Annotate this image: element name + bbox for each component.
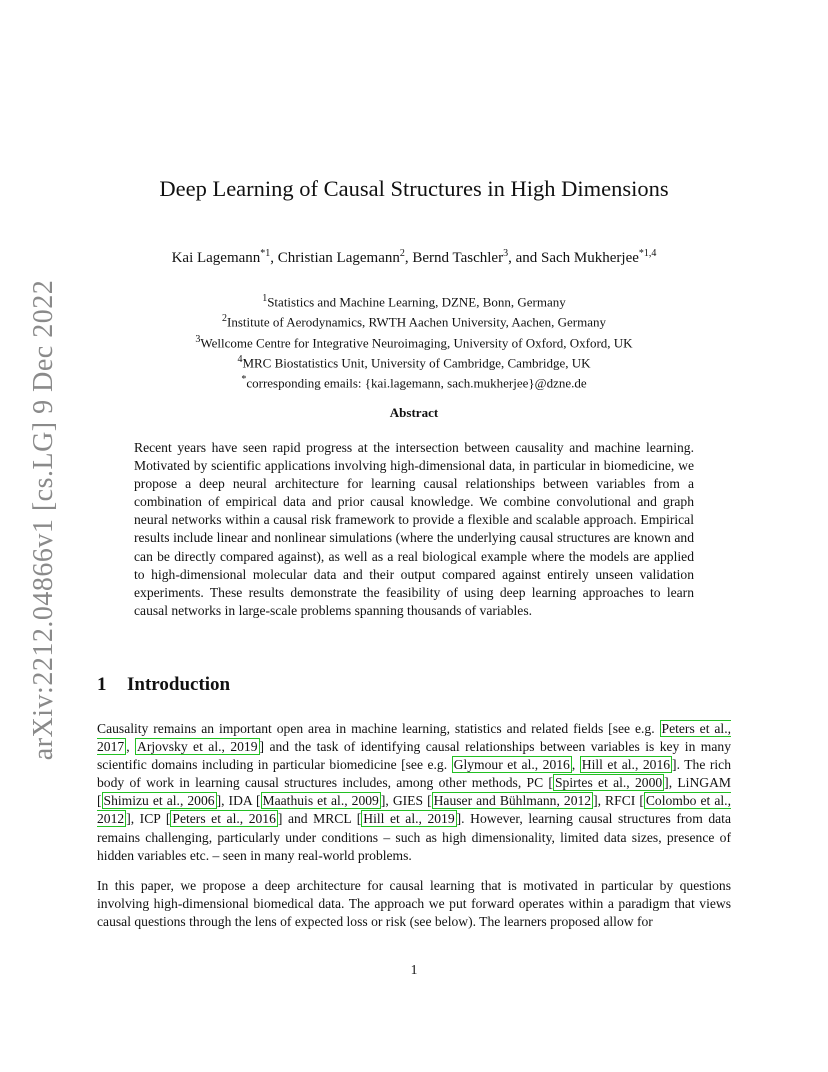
paragraph-text: ], RFCI [ <box>593 793 644 809</box>
section-title: Introduction <box>127 674 231 695</box>
page-number: 1 <box>410 962 418 977</box>
arxiv-side-stamp: arXiv:2212.04866v1 [cs.LG] 9 Dec 2022 <box>28 279 59 761</box>
intro-paragraph-1 <box>97 720 731 865</box>
paper-title: Deep Learning of Causal Structures in High Dimensions <box>159 176 669 201</box>
citation-link[interactable]: Hill et al., 2016 <box>581 757 671 773</box>
author-name: Kai Lagemann <box>171 250 261 266</box>
citation-link[interactable]: Peters et al., 2016 <box>172 811 276 827</box>
paragraph-text: ], IDA [ <box>216 793 261 809</box>
affiliation-text: MRC Biostatistics Unit, University of Cambridge, Cambridge, UK <box>242 355 591 371</box>
author-marks: *1 <box>260 248 271 259</box>
section-heading <box>97 674 230 696</box>
corresponding-emails <box>0 371 828 391</box>
section-number: 1 <box>97 674 107 695</box>
affiliation-text: Statistics and Machine Learning, DZNE, Bonn, Germany <box>267 294 566 310</box>
author-separator: , <box>404 250 413 266</box>
citation-link[interactable]: Peters et al., 2017 <box>97 721 731 755</box>
affiliation-mark: 4 <box>237 353 243 365</box>
affiliation-mark: 1 <box>262 293 268 304</box>
paragraph-text: ], LiNGAM [ <box>97 775 731 809</box>
citation-link[interactable]: Maathuis et al., 2009 <box>262 793 379 809</box>
author-name: Sach Mukherjee <box>541 250 639 266</box>
citation-link[interactable]: Arjovsky et al., 2019 <box>137 739 258 755</box>
citation-link[interactable]: Colombo et al., 2012 <box>97 793 731 827</box>
author-separator: , and <box>508 250 542 266</box>
affiliation-mark: * <box>241 374 247 386</box>
paragraph-text: , <box>126 739 136 755</box>
author-name: Christian Lagemann <box>277 250 400 266</box>
author-separator: , <box>270 250 278 266</box>
affiliation <box>0 290 828 310</box>
author-list <box>0 248 828 267</box>
paragraph-text: , <box>571 757 580 773</box>
abstract-heading: Abstract <box>389 405 439 420</box>
paragraph-text: ] and MRCL [ <box>277 811 362 827</box>
paragraph-text: ], ICP [ <box>126 811 171 827</box>
paragraph-text: Causality remains an important open area in machine learning, statistics and related fields [see e.g. <box>97 721 660 736</box>
affiliation <box>0 331 828 351</box>
author-marks: 2 <box>399 248 405 259</box>
affiliation-mark: 2 <box>222 313 228 325</box>
citation-link[interactable]: Spirtes et al., 2000 <box>554 775 663 791</box>
affiliation-text: corresponding emails: {kai.lagemann, sach.mukherjee}@dzne.de <box>246 375 587 391</box>
author-marks: 3 <box>503 248 509 259</box>
affiliation-mark: 3 <box>195 333 201 345</box>
affiliation-text: Wellcome Centre for Integrative Neuroimaging, University of Oxford, Oxford, UK <box>200 334 633 350</box>
paragraph-text: ]. However, learning causal structures from data remains challenging, particularly under conditions – such as high dimensionality, limited data sizes, presence of hidden variables etc. – seen in many real-world problems. <box>97 811 731 863</box>
citation-link[interactable]: Hauser and Bühlmann, 2012 <box>433 793 592 809</box>
affiliation-text: Institute of Aerodynamics, RWTH Aachen University, Aachen, Germany <box>227 314 606 330</box>
citation-link[interactable]: Shimizu et al., 2006 <box>103 793 215 809</box>
intro-paragraph-2: In this paper, we propose a deep architecture for causal learning that is motivated in particular by questions involving high-dimensional biomedical data. The approach we put forward operates within a paradigm that views causal questions through the lens of expected loss or risk (see below). The learners proposed allow for <box>97 878 731 930</box>
affiliation <box>0 310 828 330</box>
abstract-body: Recent years have seen rapid progress at the intersection between causality and machine learning. Motivated by scientific applications involving high-dimensional data, in particular in biomedicine, we propose a deep neural architecture for learning causal relationships between variables from a combination of empirical data and prior causal knowledge. We combine convolutional and graph neural networks within a causal risk framework to provide a flexible and scalable approach. Empirical results include linear and nonlinear simulations (where the underlying causal structures are known and can be directly compared against), as well as a real biological example where the models are applied to high-dimensional molecular data and their output compared against entirely unseen validation experiments. These results demonstrate the feasibility of using deep learning approaches to learn causal networks in large-scale problems spanning thousands of variables. <box>134 440 694 618</box>
affiliation-list <box>0 290 828 392</box>
affiliation <box>0 351 828 371</box>
paragraph-text: ], GIES [ <box>380 793 432 809</box>
author-name: Bernd Taschler <box>412 250 504 266</box>
citation-link[interactable]: Hill et al., 2019 <box>363 811 455 827</box>
citation-link[interactable]: Glymour et al., 2016 <box>453 757 570 773</box>
paragraph-text: ]. The rich body of work in learning causal structures includes, among other methods, PC [ <box>97 757 732 791</box>
author-marks: *1,4 <box>638 248 657 259</box>
paragraph-text: ] and the task of identifying causal relationships between variables is key in many scientific domains including in particular biomedicine [see e.g. <box>97 739 731 773</box>
